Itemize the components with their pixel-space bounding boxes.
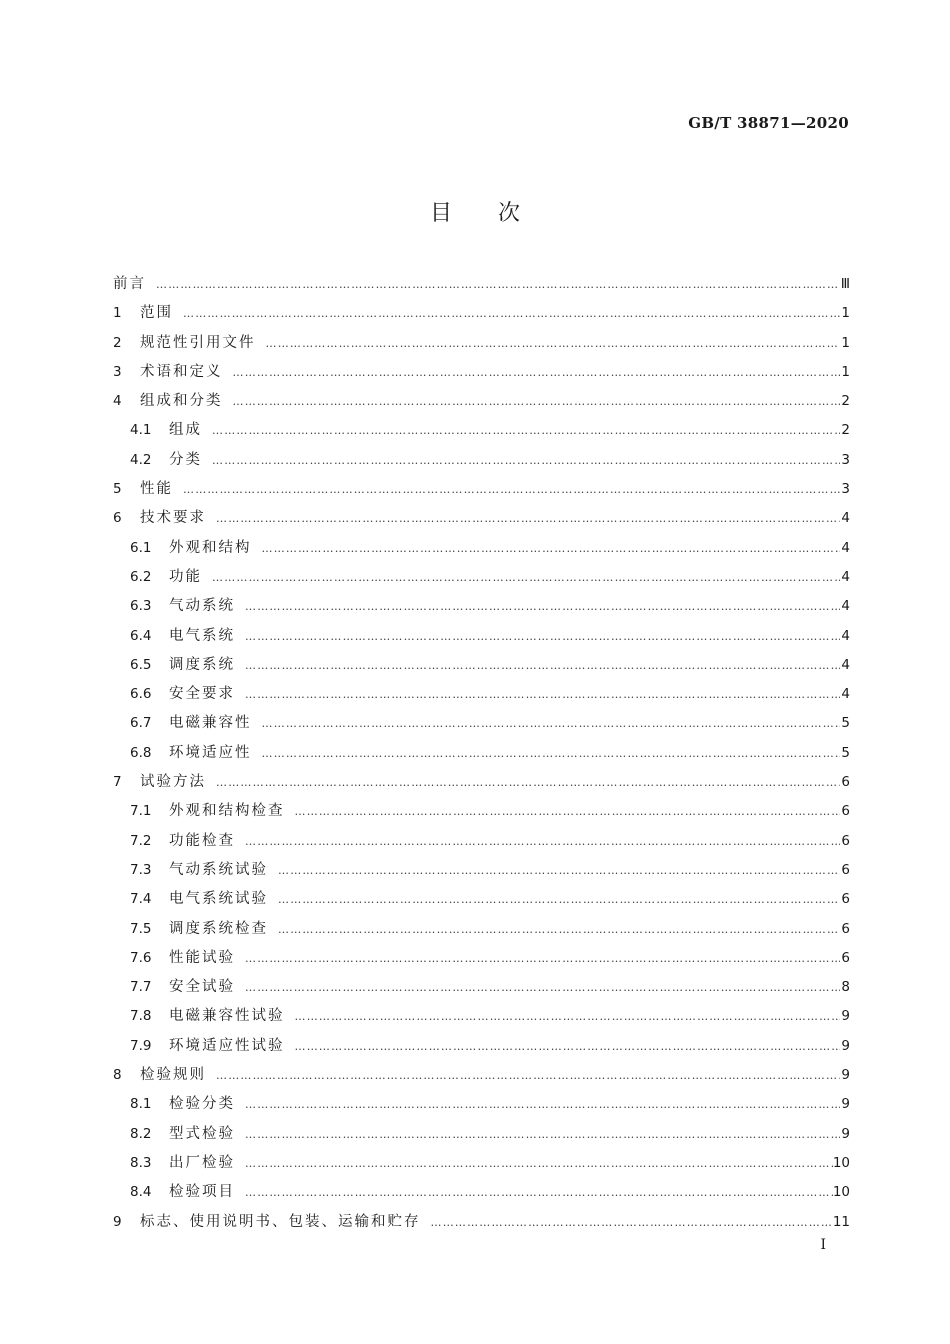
toc-entry-number: 6.5 <box>130 656 152 673</box>
toc-entry[interactable] <box>113 329 850 358</box>
toc-entry-label: 型式检验 <box>169 1125 235 1142</box>
toc-entry-number: 4 <box>113 393 122 410</box>
toc-entry-label: 环境适应性 <box>169 744 252 761</box>
toc-entry[interactable] <box>113 944 850 973</box>
toc-entry-label: 外观和结构检查 <box>169 803 285 820</box>
toc-entry-number: 4.1 <box>130 422 152 439</box>
toc-entry-page: 9 <box>841 1067 850 1084</box>
toc-dot-leader <box>229 387 841 416</box>
toc-entry[interactable] <box>113 856 850 885</box>
toc-entry-number: 5 <box>113 481 122 498</box>
toc-dot-leader <box>241 1149 833 1178</box>
toc-entry[interactable] <box>113 1002 850 1031</box>
toc-entry[interactable] <box>113 1032 850 1061</box>
toc-entry-label: 电气系统试验 <box>169 891 268 908</box>
toc-entry-page: 6 <box>841 861 850 878</box>
toc-entry-page: 10 <box>832 1184 850 1201</box>
toc-entry-label: 电磁兼容性试验 <box>169 1008 285 1025</box>
toc-entry[interactable] <box>113 592 850 621</box>
toc-dot-leader <box>262 329 841 358</box>
toc-entry[interactable] <box>113 709 850 738</box>
toc-entry[interactable] <box>113 446 850 475</box>
toc-entry-label: 安全要求 <box>169 686 235 703</box>
toc-entry[interactable] <box>113 739 850 768</box>
toc-entry-label: 技术要求 <box>140 510 206 527</box>
toc-entry[interactable] <box>113 1120 850 1149</box>
toc-entry-label: 范围 <box>140 305 173 322</box>
toc-entry-number: 6 <box>113 510 122 527</box>
toc-entry[interactable] <box>113 563 850 592</box>
toc-dot-leader <box>258 709 841 738</box>
toc-entry-page: 4 <box>841 510 850 527</box>
toc-entry-page: 6 <box>841 832 850 849</box>
toc-entry-page: 9 <box>841 1037 850 1054</box>
toc-dot-leader <box>241 592 840 621</box>
toc-entry[interactable] <box>113 1090 850 1119</box>
toc-entry-label: 性能 <box>140 481 173 498</box>
toc-entry[interactable] <box>113 680 850 709</box>
toc-entry-label: 标志、使用说明书、包装、运输和贮存 <box>140 1213 421 1230</box>
toc-entry-number: 6.2 <box>130 568 152 585</box>
toc-entry-number: 7.8 <box>130 1008 152 1025</box>
toc-entry-page: 2 <box>841 422 850 439</box>
toc-entry-number: 6.8 <box>130 744 152 761</box>
toc-dot-leader <box>241 944 840 973</box>
toc-entry-number: 8.2 <box>130 1125 152 1142</box>
toc-entry-page: 4 <box>841 656 850 673</box>
toc-entry-number: 7.5 <box>130 920 152 937</box>
toc-entry-label: 检验项目 <box>169 1184 235 1201</box>
toc-entry[interactable] <box>113 387 850 416</box>
toc-entry-number: 7.7 <box>130 979 152 996</box>
toc-dot-leader <box>241 1178 833 1207</box>
toc-entry-page: 1 <box>841 305 850 322</box>
toc-entry-page: 11 <box>832 1213 850 1230</box>
toc-entry-number: 2 <box>113 334 122 351</box>
toc-dot-leader <box>152 270 840 299</box>
toc-entry-label: 检验规则 <box>140 1067 206 1084</box>
toc-dot-leader <box>241 622 840 651</box>
toc-dot-leader <box>291 1002 841 1031</box>
toc-entry-number: 3 <box>113 363 122 380</box>
toc-entry-number: 6.3 <box>130 598 152 615</box>
toc-entry[interactable] <box>113 651 850 680</box>
toc-entry-page: 3 <box>841 451 850 468</box>
toc-entry-number: 7.9 <box>130 1037 152 1054</box>
toc-entry-number: 1 <box>113 305 122 322</box>
toc-entry-page: 8 <box>841 979 850 996</box>
toc-entry-page: 2 <box>841 393 850 410</box>
toc-dot-leader <box>241 1090 840 1119</box>
toc-entry-label: 试验方法 <box>140 774 206 791</box>
toc-entry-label: 电磁兼容性 <box>169 715 252 732</box>
toc-dot-leader <box>241 827 840 856</box>
toc-entry[interactable] <box>113 475 850 504</box>
toc-entry-number: 6.7 <box>130 715 152 732</box>
toc-entry-label: 规范性引用文件 <box>140 334 256 351</box>
toc-dot-leader <box>208 446 840 475</box>
toc-entry-page: 6 <box>841 774 850 791</box>
toc-entry-label: 组成 <box>169 422 202 439</box>
toc-entry-label: 分类 <box>169 451 202 468</box>
toc-entry-label: 气动系统 <box>169 598 235 615</box>
toc-entry[interactable] <box>113 358 850 387</box>
toc-entry-label: 性能试验 <box>169 949 235 966</box>
toc-entry[interactable] <box>113 299 850 328</box>
toc-entry-number: 7.6 <box>130 949 152 966</box>
toc-dot-leader <box>274 856 840 885</box>
toc-entry-page: 4 <box>841 539 850 556</box>
toc-entry[interactable] <box>113 622 850 651</box>
toc-entry-number: 7.4 <box>130 891 152 908</box>
toc-dot-leader <box>208 563 840 592</box>
toc-entry-label: 气动系统试验 <box>169 861 268 878</box>
document-code: GB/T 38871—2020 <box>688 114 849 132</box>
toc-entry-page: 5 <box>841 744 850 761</box>
toc-entry-page: 10 <box>832 1154 850 1171</box>
toc-entry[interactable] <box>113 1208 850 1237</box>
toc-entry[interactable] <box>113 534 850 563</box>
toc-entry-number: 4.2 <box>130 451 152 468</box>
toc-entry[interactable] <box>113 885 850 914</box>
toc-entry-page: Ⅲ <box>840 276 850 292</box>
toc-entry-number: 8.1 <box>130 1096 152 1113</box>
toc-entry[interactable] <box>113 270 850 299</box>
toc-dot-leader <box>274 885 840 914</box>
toc-entry-number: 6.6 <box>130 686 152 703</box>
toc-entry-number: 8.3 <box>130 1154 152 1171</box>
toc-entry-page: 4 <box>841 686 850 703</box>
toc-dot-leader <box>291 1032 841 1061</box>
toc-entry[interactable] <box>113 416 850 445</box>
toc-entry-page: 1 <box>841 363 850 380</box>
toc-entry-label: 外观和结构 <box>169 539 252 556</box>
page-folio: Ⅰ <box>820 1237 826 1253</box>
toc-entry-page: 4 <box>841 598 850 615</box>
toc-entry[interactable] <box>113 768 850 797</box>
toc-entry-page: 4 <box>841 568 850 585</box>
toc-entry-page: 9 <box>841 1096 850 1113</box>
toc-entry-page: 5 <box>841 715 850 732</box>
toc-dot-leader <box>212 504 840 533</box>
toc-entry-label: 术语和定义 <box>140 363 223 380</box>
toc-entry-number: 9 <box>113 1213 122 1230</box>
toc-entry-number: 7.2 <box>130 832 152 849</box>
toc-entry[interactable] <box>113 827 850 856</box>
toc-dot-leader <box>274 915 840 944</box>
toc-entry-page: 9 <box>841 1125 850 1142</box>
toc-entry-label: 出厂检验 <box>169 1154 235 1171</box>
toc-entry-label: 检验分类 <box>169 1096 235 1113</box>
toc-entry-number: 7 <box>113 774 122 791</box>
toc-dot-leader <box>291 797 841 826</box>
toc-dot-leader <box>179 475 840 504</box>
toc-entry-label: 功能检查 <box>169 832 235 849</box>
toc-entry[interactable] <box>113 797 850 826</box>
toc-entry-label: 调度系统检查 <box>169 920 268 937</box>
toc-entry-label: 调度系统 <box>169 656 235 673</box>
toc-entry[interactable] <box>113 1149 850 1178</box>
toc-entry[interactable] <box>113 1178 850 1207</box>
toc-entry[interactable] <box>113 1061 850 1090</box>
toc-entry-number: 7.3 <box>130 861 152 878</box>
toc-dot-leader <box>208 416 840 445</box>
page-title: 目次 <box>429 201 566 226</box>
toc-entry-label: 前言 <box>113 276 146 292</box>
toc-entry-number: 8.4 <box>130 1184 152 1201</box>
toc-dot-leader <box>241 1120 840 1149</box>
toc-dot-leader <box>229 358 841 387</box>
toc-entry-page: 6 <box>841 920 850 937</box>
toc-entry-number: 8 <box>113 1067 122 1084</box>
toc-entry-label: 电气系统 <box>169 627 235 644</box>
toc-dot-leader <box>427 1208 833 1237</box>
toc-dot-leader <box>241 973 840 1002</box>
toc-dot-leader <box>241 651 840 680</box>
toc-entry-page: 6 <box>841 891 850 908</box>
toc-entry[interactable] <box>113 504 850 533</box>
toc-entry-number: 6.4 <box>130 627 152 644</box>
toc-entry-label: 环境适应性试验 <box>169 1037 285 1054</box>
toc-entry-page: 1 <box>841 334 850 351</box>
toc-entry[interactable] <box>113 915 850 944</box>
toc-entry-number: 7.1 <box>130 803 152 820</box>
toc-entry-page: 6 <box>841 949 850 966</box>
toc-entry-label: 组成和分类 <box>140 393 223 410</box>
toc-dot-leader <box>258 534 841 563</box>
toc-entry-page: 4 <box>841 627 850 644</box>
toc-dot-leader <box>241 680 840 709</box>
toc-entry-page: 6 <box>841 803 850 820</box>
toc-dot-leader <box>179 299 840 328</box>
toc-entry-label: 功能 <box>169 568 202 585</box>
toc-entry[interactable] <box>113 973 850 1002</box>
table-of-contents <box>113 270 850 1237</box>
toc-entry-label: 安全试验 <box>169 979 235 996</box>
toc-entry-number: 6.1 <box>130 539 152 556</box>
toc-dot-leader <box>212 768 840 797</box>
toc-dot-leader <box>212 1061 840 1090</box>
toc-entry-page: 3 <box>841 481 850 498</box>
toc-entry-page: 9 <box>841 1008 850 1025</box>
toc-dot-leader <box>258 739 841 768</box>
